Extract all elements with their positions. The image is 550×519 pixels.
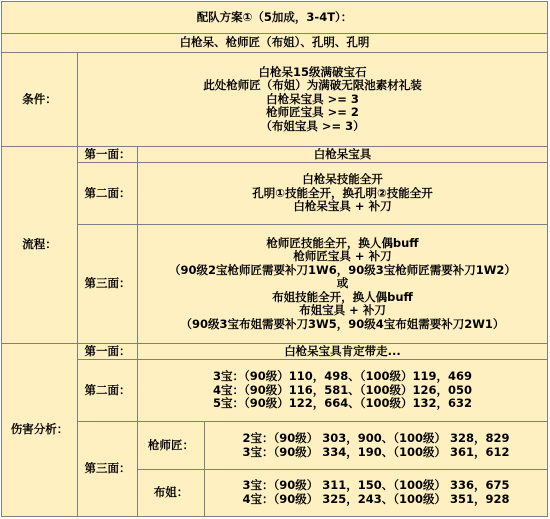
plan-title: 配队方案①（5加成，3-4T）： [2,2,548,34]
damage-line: 3宝：（90级） 334，190、（100级） 361，612 [242,444,510,459]
step-line: 布姐技能全开，换人偶buff [272,289,413,304]
damage-line: 3宝：（90级）110，498、（100级）119，469 [212,369,473,384]
process-wave2-label: 第二面： [78,162,138,224]
damage-wave1-label: 第一面： [78,343,138,359]
process-wave3-steps [138,225,548,344]
damage-bujie-label: 布姐： [138,469,205,516]
step-line: （90级2宝枪师匠需要补刀1W6，90级3宝枪师匠需要补刀1W2） [169,262,516,277]
condition-line: 此处枪师匠（布姐）为满破无限池素材礼装 [203,78,422,93]
damage-bujie-values [205,469,548,516]
damage-line: 5宝：（90级）122，664、（100级）132，632 [212,396,473,411]
team-members: 白枪呆、枪师匠（布姐）、孔明、孔明 [2,34,548,53]
damage-wave2-values [138,360,548,422]
damage-wave1-text: 白枪呆宝具肯定带走... [138,343,548,359]
step-line: 白枪呆技能全开 [302,172,383,187]
process-wave1-label: 第一面： [78,146,138,162]
team-plan-table [1,1,548,517]
damage-line: 3宝：（90级） 311，150、（100级） 336，675 [242,478,510,493]
condition-line: 白枪呆15级满破宝石 [258,64,367,79]
conditions-list [78,53,548,147]
step-line: 白枪呆宝具 + 补刀 [293,199,392,214]
damage-line: 4宝：（90级）116，581、（100级）126，050 [212,382,473,397]
damage-spear-label: 枪师匠： [138,422,205,469]
process-wave2-steps [138,162,548,224]
damage-label: 伤害分析： [2,343,78,516]
step-line: 或 [336,276,349,291]
damage-wave2-label: 第二面： [78,360,138,422]
step-line: 枪师匠技能全开，换人偶buff [266,235,419,250]
step-line: 枪师匠宝具 + 补刀 [293,249,392,264]
step-line: （90级3宝布姐需要补刀3W5，90级4宝布姐需要补刀2W1） [180,316,505,331]
condition-line: （布姐宝具 >= 3） [260,118,365,133]
condition-line: 白枪呆宝具 >= 3 [266,91,359,106]
conditions-label: 条件： [2,53,78,147]
damage-wave3-label: 第三面： [78,422,138,517]
process-wave1-step: 白枪呆宝具 [138,146,548,162]
damage-spear-values [205,422,548,469]
process-wave3-label: 第三面： [78,225,138,344]
process-label: 流程： [2,146,78,343]
condition-line: 枪师匠宝具 >= 2 [266,105,359,120]
step-line: 孔明①技能全开，换孔明②技能全开 [252,185,433,200]
damage-line: 4宝：（90级） 325，243、（100级） 351，928 [242,491,510,506]
damage-line: 2宝：（90级） 303，900、（100级） 328，829 [242,431,510,446]
step-line: 布姐宝具 + 补刀 [299,303,386,318]
